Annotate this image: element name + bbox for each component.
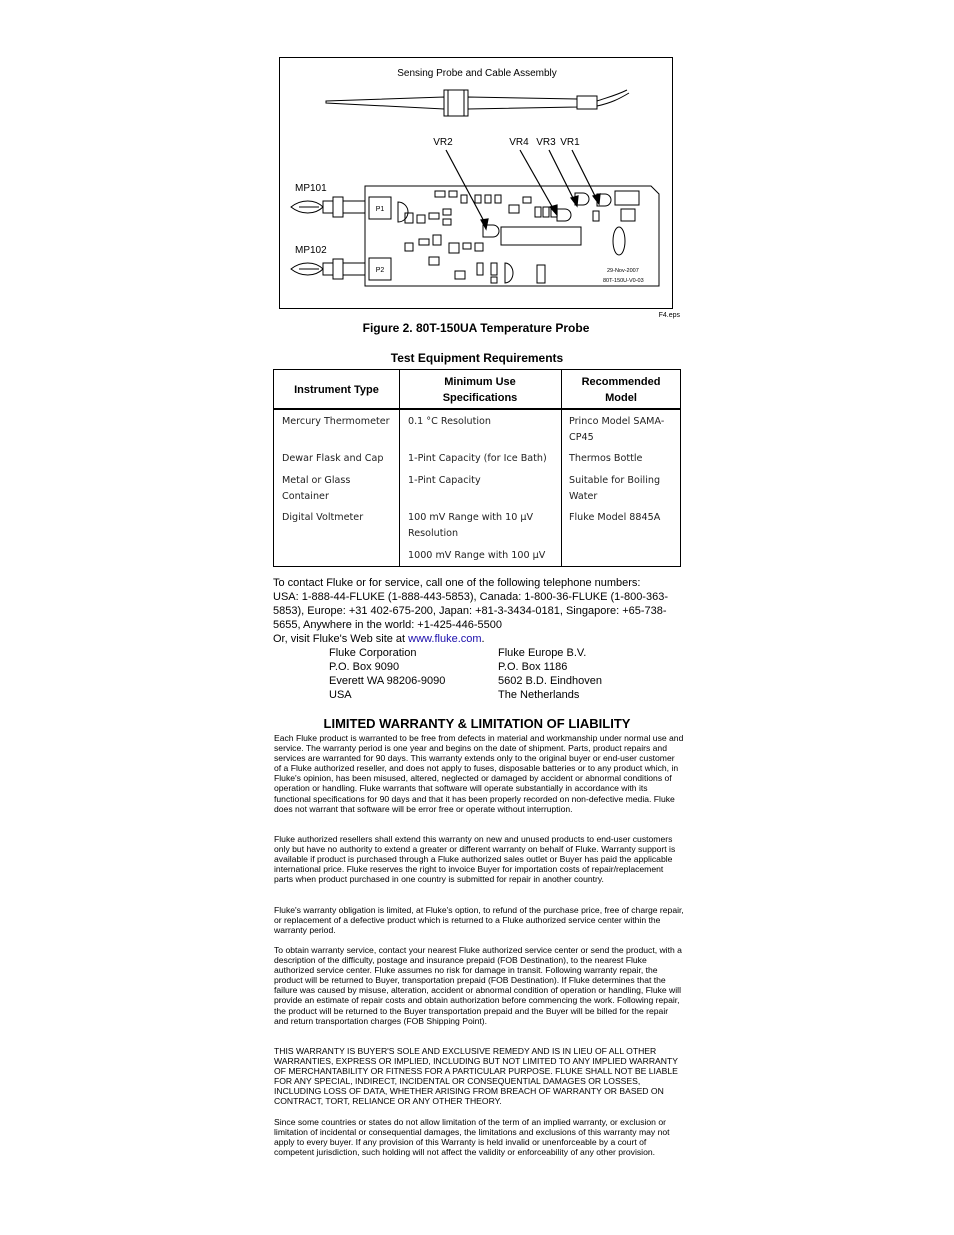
cell-spec: 1-Pint Capacity (for Ice Bath) (408, 453, 547, 464)
warranty-paragraph: Each Fluke product is warranted to be free from defects in material and workmanship under normal use and service. The warranty period is one year and begins on the date of shipment. Parts, product repairs and services are warranted for 90 days. This warranty extends only to the original buyer or end-user customer of a Fluke authorized reseller, and does not apply to fuses, disposable batteries or to any product which, in Fluke's opinion, has been misused, altered, neglected or damaged by accident or abnormal conditions of operation or handling. Fluke warrants that software will operate substantially in accordance with its functional specifications for 90 days and that it has been properly recorded on non-defective media. Fluke does not warrant that software will be error free or operate without interruption. (274, 733, 684, 814)
figure-file-ref: F4.eps (658, 312, 680, 319)
pcb-p2-label: P2 (375, 267, 385, 274)
cell-spec: 100 mV Range with 10 µV Resolution (408, 512, 534, 539)
table-col-divider (399, 370, 400, 566)
web-line (273, 632, 693, 646)
warranty-title: LIMITED WARRANTY & LIMITATION OF LIABILITY (323, 716, 631, 731)
table-title: Test Equipment Requirements (390, 351, 564, 365)
vr2-label: VR2 (433, 137, 453, 148)
address-line: 5602 B.D. Eindhoven (498, 675, 602, 687)
address-line: Fluke Corporation (329, 647, 417, 659)
vr1-label: VR1 (560, 137, 580, 148)
cell-spec: 1000 mV Range with 100 µV (408, 550, 546, 561)
header-recommended-model: Recommended Model (581, 376, 661, 404)
test-equipment-table (273, 369, 681, 567)
probe-diagram (279, 57, 673, 309)
mp101-label: MP101 (295, 183, 327, 194)
web-suffix: . (481, 633, 485, 645)
figure-caption: Figure 2. 80T-150UA Temperature Probe (362, 321, 590, 335)
cell-model: Princo Model SAMA-CP45 (569, 416, 665, 443)
fluke-web-link[interactable]: www.fluke.com (408, 633, 482, 645)
address-line: The Netherlands (498, 689, 580, 701)
cell-instrument: Digital Voltmeter (282, 512, 364, 523)
cell-instrument: Metal or Glass Container (282, 475, 351, 502)
warranty-paragraph: THIS WARRANTY IS BUYER'S SOLE AND EXCLUSIVE REMEDY AND IS IN LIEU OF ALL OTHER WARRANTIES, EXPRESS OR IMPLIED, INCLUDING BUT NOT LIMITED TO ANY IMPLIED WARRANTY OF MERCHANTABILITY OR FITNESS FOR A PARTICULAR PURPOSE. FLUKE SHALL NOT BE LIABLE FOR ANY SPECIAL, INDIRECT, INCIDENTAL OR CONSEQUENTIAL DAMAGES OR LOSSES, INCLUDING LOSS OF DATA, WHETHER ARISING FROM BREACH OF WARRANTY OR BASED ON CONTRACT, TORT, RELIANCE OR ANY OTHER THEORY. (274, 1046, 678, 1107)
vr4-label: VR4 (509, 137, 529, 148)
pcb-p1-label: P1 (375, 206, 385, 213)
cell-model: Thermos Bottle (569, 453, 643, 464)
address-line: P.O. Box 1186 (498, 661, 568, 673)
contact-line: 5655, Anywhere in the world: +1-425-446-5500 (273, 619, 503, 631)
address-line: P.O. Box 9090 (329, 661, 400, 673)
warranty-paragraph: Fluke's warranty obligation is limited, at Fluke's option, to refund of the purchase price, free of charge repair, or replacement of a defective product which is returned to a Fluke authorized service center within the warranty period. (274, 905, 684, 936)
contact-block (273, 576, 693, 646)
warranty-paragraph: Since some countries or states do not allow limitation of the term of an implied warranty, or exclusion or limitation of incidental or consequential damages, the limitations and exclusions of this warranty may not apply to every buyer. If any provision of this Warranty is held invalid or unenforceable by a court of competent jurisdiction, such holding will not affect the validity or enforceability of any other provision. (274, 1117, 670, 1158)
address-line: USA (329, 689, 352, 701)
probe-leads (291, 197, 365, 279)
probe-assembly-drawing (326, 90, 629, 116)
web-prefix: Or, visit Fluke's Web site at (273, 633, 409, 645)
address-line: Fluke Europe B.V. (498, 647, 587, 659)
callout-arrows (446, 150, 600, 229)
mp102-label: MP102 (295, 245, 327, 256)
cell-instrument: Dewar Flask and Cap (282, 453, 384, 464)
address-fluke-corporation (329, 646, 489, 702)
header-instrument-type: Instrument Type (294, 384, 379, 396)
table-header-divider (274, 408, 680, 410)
cell-model: Fluke Model 8845A (569, 512, 661, 523)
contact-line: 5853), Europe: +31 402-675-200, Japan: +81-3-3434-0181, Singapore: +65-738- (273, 605, 667, 617)
assembly-label: Sensing Probe and Cable Assembly (397, 68, 557, 79)
contact-intro: To contact Fluke or for service, call one of the following telephone numbers: (273, 577, 641, 589)
pcb-date-label: 29-Nov-2007 (607, 268, 639, 274)
cell-model: Suitable for Boiling Water (569, 475, 661, 502)
table-col-divider (561, 370, 562, 566)
warranty-paragraph: To obtain warranty service, contact your nearest Fluke authorized service center or send the product, with a description of the difficulty, postage and insurance prepaid (FOB Destination), to the nearest Fluke authorized service center. Fluke assumes no risk for damage in transit. Following warranty repair, the product will be returned to Buyer, transportation prepaid (FOB Destination). If Fluke determines that the failure was caused by misuse, alteration, accident or abnormal condition of operation or handling, Fluke will provide an estimate of repair costs and obtain authorization before commencing the work. Following repair, the product will be returned to the Buyer transportation prepaid and the Buyer will be billed for the repair and return transportation charges (FOB Shipping Point). (274, 945, 682, 1026)
cell-spec: 1-Pint Capacity (408, 475, 481, 486)
address-line: Everett WA 98206-9090 (329, 675, 446, 687)
pcb-board-label: 80T-150U-V0-03 (603, 278, 644, 284)
vr3-label: VR3 (536, 137, 556, 148)
header-min-spec: Minimum Use Specifications (442, 376, 518, 404)
contact-line: USA: 1-888-44-FLUKE (1-888-443-5853), Canada: 1-800-36-FLUKE (1-800-363- (273, 591, 668, 603)
address-fluke-europe (498, 646, 658, 702)
cell-instrument: Mercury Thermometer (282, 416, 390, 427)
cell-spec: 0.1 °C Resolution (408, 416, 491, 427)
warranty-paragraph: Fluke authorized resellers shall extend this warranty on new and unused products to end-user customers only but have no authority to extend a greater or different warranty on behalf of Fluke. Warranty support is available if product is purchased through a Fluke authorized sales outlet or Buyer has paid the applicable international price. Fluke reserves the right to invoice Buyer for importation costs of repair/replacement parts when product purchased in one country is submitted for repair in another country. (274, 834, 676, 885)
